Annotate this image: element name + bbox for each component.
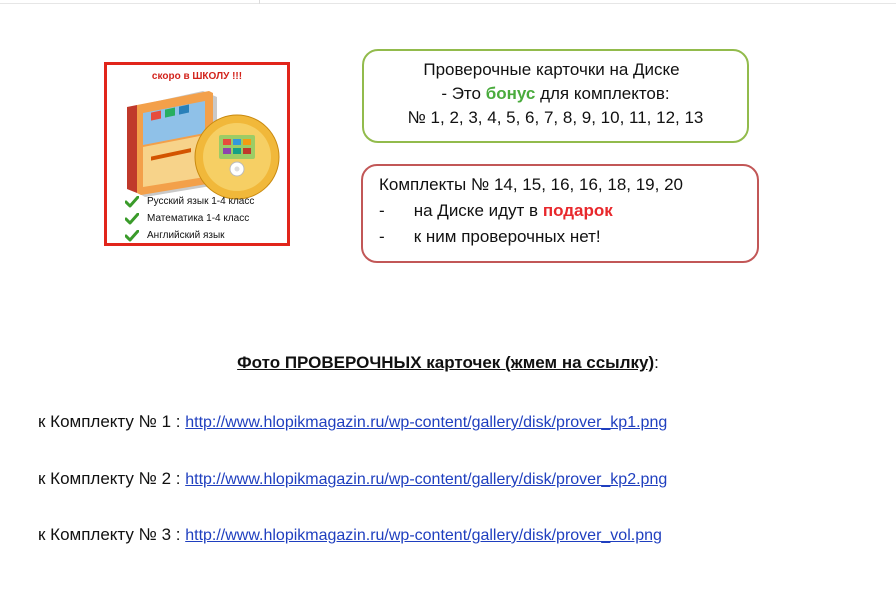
checkmark-icon <box>125 230 139 242</box>
product-subject-item <box>125 193 254 210</box>
disc-tile-4 <box>223 148 231 154</box>
disc-tile-2 <box>233 139 241 145</box>
product-subject-item <box>125 210 254 227</box>
product-subject-label: Русский язык 1-4 класс <box>147 196 255 207</box>
bonus-callout-suffix: для комплектов: <box>540 84 670 103</box>
gift-callout-prefix: на Диске идут в <box>413 201 539 220</box>
kit-3-photo-link[interactable]: http://www.hlopikmagazin.ru/wp-content/gallery/disk/prover_vol.png <box>185 527 662 544</box>
kit-link-row <box>38 469 667 489</box>
page-top-tick <box>259 0 260 4</box>
gift-callout-line-3 <box>379 224 757 250</box>
bonus-callout <box>362 49 749 143</box>
checkmark-icon <box>125 196 139 208</box>
kit-link-row <box>38 525 662 545</box>
gift-callout-dash: - <box>379 227 385 246</box>
dvd-case-art <box>121 85 281 201</box>
product-subject-label: Математика 1-4 класс <box>147 213 250 224</box>
gift-callout-line-1: Комплекты № 14, 15, 16, 16, 18, 19, 20 <box>379 175 683 194</box>
dvd-case-spine <box>127 105 137 193</box>
photo-heading-colon: : <box>654 353 659 372</box>
disc-tile-3 <box>243 139 251 145</box>
bonus-callout-line-1: Проверочные карточки на Диске <box>423 60 680 79</box>
kit-2-photo-link[interactable]: http://www.hlopikmagazin.ru/wp-content/gallery/disk/prover_kp2.png <box>185 471 668 488</box>
product-subject-label: Английский язык <box>147 230 225 241</box>
gift-callout-dash: - <box>379 201 385 220</box>
photo-section-heading <box>0 353 896 373</box>
page-top-rule <box>0 0 896 4</box>
bonus-highlight: бонус <box>485 84 536 103</box>
gift-callout-text: к ним проверочных нет! <box>413 227 601 246</box>
bonus-callout-line-2 <box>364 82 747 106</box>
checkmark-icon <box>125 213 139 225</box>
kit-1-photo-link[interactable]: http://www.hlopikmagazin.ru/wp-content/gallery/disk/prover_kp1.png <box>185 414 668 431</box>
disc-tile-1 <box>223 139 231 145</box>
kit-link-label: к Комплекту № 2 : <box>38 469 181 488</box>
disc-label-art <box>219 135 255 159</box>
kit-link-row <box>38 412 667 432</box>
disc-tile-5 <box>233 148 241 154</box>
gift-callout-line-2 <box>379 198 757 224</box>
gift-highlight: подарок <box>542 201 613 220</box>
product-box-title: скоро в ШКОЛУ !!! <box>151 71 243 82</box>
kit-link-label: к Комплекту № 1 : <box>38 412 181 431</box>
disc-tile-6 <box>243 148 251 154</box>
bonus-callout-line-3: № 1, 2, 3, 4, 5, 6, 7, 8, 9, 10, 11, 12, 13 <box>407 108 704 127</box>
product-subjects-list <box>125 193 254 244</box>
product-subject-item <box>125 227 254 244</box>
gift-callout <box>361 164 759 263</box>
product-box-image <box>104 62 290 246</box>
dvd-disc-hole-center <box>235 167 240 172</box>
photo-heading-text: Фото ПРОВЕРОЧНЫХ карточек (жмем на ссылку) <box>237 353 655 372</box>
bonus-callout-prefix: - Это <box>441 84 481 103</box>
kit-link-label: к Комплекту № 3 : <box>38 525 181 544</box>
